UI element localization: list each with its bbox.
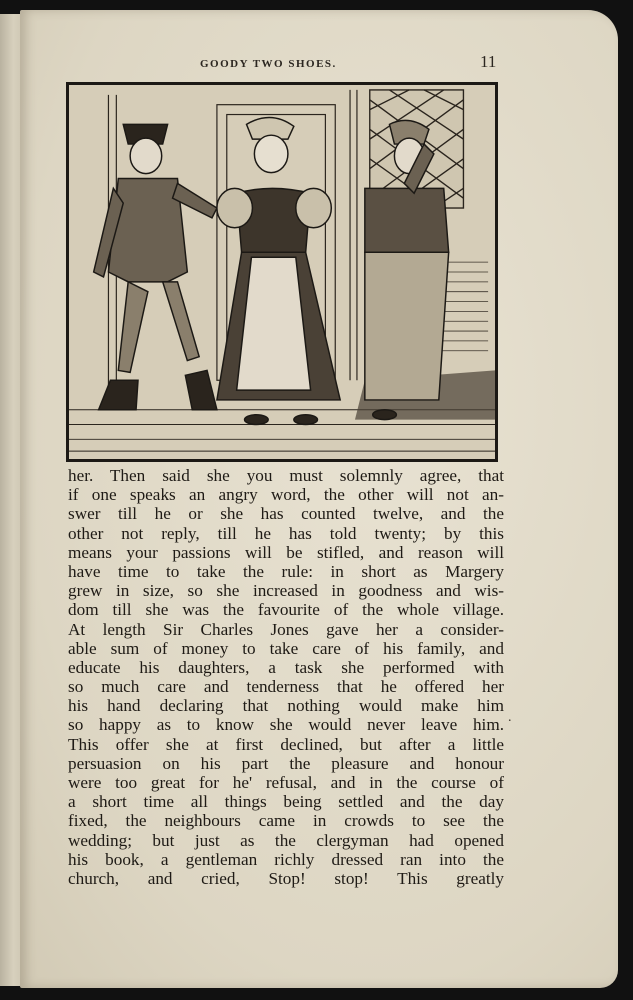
text-line: means your passions will be stifled, and reason will <box>68 542 504 562</box>
text-line: her. Then said she you must solemnly agree, that <box>68 466 504 485</box>
text-line: This offer she at first declined, but after a little <box>68 734 504 754</box>
text-line: able sum of money to take care of his family, and <box>68 638 504 658</box>
text-line: church, and cried, Stop! stop! This greatly <box>68 868 504 888</box>
text-line: so happy as to know she would never leave him. <box>68 715 504 735</box>
text-line: fixed, the neighbours came in crowds to see the <box>68 811 504 831</box>
text-line: grew in size, so she increased in goodness and wis- <box>68 581 504 601</box>
text-line: have time to take the rule: in short as Margery <box>68 561 504 581</box>
margin-mark: . <box>508 710 512 725</box>
page-number: 11 <box>480 52 497 71</box>
text-line: his hand declaring that nothing would make him <box>68 696 504 716</box>
woodcut-scene <box>69 85 495 459</box>
text-line: wedding; but just as the clergyman had opened <box>68 830 504 850</box>
text-line: a short time all things being settled and the day <box>68 792 504 812</box>
body-text <box>68 466 504 888</box>
text-line: educate his daughters, a task she performed with <box>68 657 504 677</box>
running-title: GOODY TWO SHOES. <box>200 58 337 70</box>
text-line: At length Sir Charles Jones gave her a consider- <box>68 619 504 639</box>
text-line: were too great for he' refusal, and in the course of <box>68 773 504 792</box>
woodcut-illustration-icon <box>66 82 498 462</box>
text-line: dom till she was the favourite of the whole village. <box>68 600 504 620</box>
text-line: swer till he or she has counted twelve, and the <box>68 504 504 524</box>
text-line: so much care and tenderness that he offered her <box>68 677 504 697</box>
text-line: persuasion on his part the pleasure and honour <box>68 753 504 773</box>
text-line: other not reply, till he has told twenty; by this <box>68 523 504 543</box>
text-line: his book, a gentleman richly dressed ran into the <box>68 849 504 869</box>
text-line: if one speaks an angry word, the other will not an- <box>68 485 504 505</box>
